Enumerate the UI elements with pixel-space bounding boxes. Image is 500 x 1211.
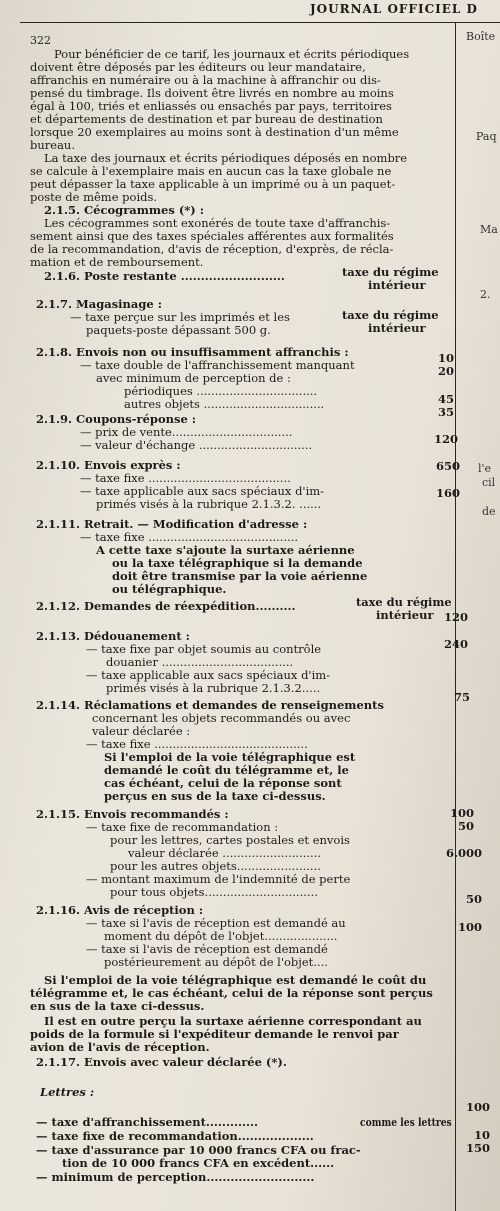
value-recommande-autres: 50 xyxy=(457,819,474,833)
section-heading: 2.1.5. Cécogrammes (*) : xyxy=(44,203,204,217)
paragraph-line: perçus en sus de la taxe ci-dessus. xyxy=(104,789,326,803)
list-item: autres objets ................................. xyxy=(124,397,325,411)
value-periodiques: 10 xyxy=(437,351,454,365)
value-retrait: 160 xyxy=(435,486,460,500)
paragraph-line: se calcule à l'exemplaire mais en aucun cas la taxe globale ne xyxy=(30,164,392,178)
paragraph-line: doivent être déposés par les éditeurs ou leur mandataire, xyxy=(30,60,366,74)
rate-note: comme les lettres xyxy=(360,1115,452,1129)
paragraph-line: La taxe des journaux et écrits périodiques déposés en nombre xyxy=(44,151,408,165)
section-heading: 2.1.7. Magasinage : xyxy=(36,297,162,311)
right-column-fragment: 2. xyxy=(480,288,491,301)
list-item: primés visés à la rubrique 2.1.3.2. ...... xyxy=(96,497,322,511)
paragraph-line: Si l'emploi de la voie télégraphique est demandé le coût du xyxy=(44,973,427,987)
header-rule xyxy=(20,22,500,23)
section-heading: 2.1.13. Dédouanement : xyxy=(36,629,190,643)
list-item: — taxe fixe ....................................... xyxy=(80,471,291,485)
list-item: pour les lettres, cartes postales et envois xyxy=(110,833,350,847)
right-column-fragment: de xyxy=(482,505,496,518)
rate-note: taxe du régime xyxy=(342,265,439,279)
paragraph-line: — taxe perçue sur les imprimés et les xyxy=(70,310,290,324)
paragraph-line: télégramme et, le cas échéant, celui de la réponse sont perçus xyxy=(30,986,433,1000)
section-heading: 2.1.8. Envois non ou insuffisamment affranchis : xyxy=(36,345,349,359)
value-avis-posterieur: 100 xyxy=(457,920,482,934)
list-item: douanier .................................... xyxy=(106,655,294,669)
list-item: — taxe d'affranchissement............. xyxy=(36,1115,258,1129)
paragraph-line: ou télégraphique. xyxy=(112,582,227,596)
value-expres-sacs: 650 xyxy=(435,459,460,473)
paragraph-line: Pour bénéficier de ce tarif, les journaux et écrits périodiques xyxy=(54,47,410,61)
value-dedouanement-fixe: 120 xyxy=(443,610,468,624)
list-item: périodiques ................................. xyxy=(124,384,318,398)
paragraph-line: sement ainsi que des taxes spéciales afférentes aux formalités xyxy=(30,229,394,243)
list-item: — taxe applicable aux sacs spéciaux d'im- xyxy=(80,484,325,498)
list-item: — taxe d'assurance par 10 000 francs CFA ou frac- xyxy=(36,1143,361,1157)
paragraph-line: Il est en outre perçu la surtaxe aérienne correspondant au xyxy=(44,1014,422,1028)
list-item: pour les autres objets....................... xyxy=(110,859,321,873)
paragraph-line: bureau. xyxy=(30,138,75,152)
value-echange: 35 xyxy=(437,405,454,419)
rate-note: taxe du régime xyxy=(342,308,439,322)
list-item: pour tous objets............................... xyxy=(110,885,318,899)
paragraph-line: et départements de destination et par bureau de destination xyxy=(30,112,383,126)
paragraph-line: doit être transmise par la voie aérienne xyxy=(112,569,368,583)
paragraph-line: avec minimum de perception de : xyxy=(96,371,291,385)
section-heading: 2.1.16. Avis de réception : xyxy=(36,903,204,917)
page-number: 322 xyxy=(30,34,51,47)
paragraph-line: cas échéant, celui de la réponse sont xyxy=(104,776,342,790)
right-column-fragment: cil xyxy=(482,476,496,489)
value-taxe-recommandation: 100 xyxy=(465,1100,490,1114)
list-item: postérieurement au dépôt de l'objet.... xyxy=(104,955,328,969)
paragraph-line: mation et de remboursement. xyxy=(30,255,204,269)
paragraph-line: demandé le coût du télégramme et, le xyxy=(104,763,349,777)
paragraph-line: concernant les objets recommandés ou avec xyxy=(92,711,351,725)
value-expres-taxe-fixe: 120 xyxy=(433,432,458,446)
rate-note: intérieur xyxy=(368,321,426,335)
paragraph-line: affranchis en numéraire ou à la machine à affranchir ou dis- xyxy=(30,73,381,87)
section-heading: 2.1.14. Réclamations et demandes de renseignements xyxy=(36,698,384,712)
value-reclamation: 75 xyxy=(453,690,470,704)
paragraph-line: de la recommandation, d'avis de réception, d'exprès, de récla- xyxy=(30,242,394,256)
list-item: — taxe si l'avis de réception est demandé xyxy=(86,942,328,956)
list-item: — minimum de perception........................... xyxy=(36,1170,315,1184)
journal-title: JOURNAL OFFICIEL D xyxy=(310,2,478,16)
paragraph-line: peut dépasser la taxe applicable à un imprimé ou à un paquet- xyxy=(30,177,396,191)
list-item: — taxe applicable aux sacs spéciaux d'im- xyxy=(86,668,331,682)
value-avis-depot: 50 xyxy=(465,892,482,906)
section-heading: 2.1.17. Envois avec valeur déclarée (*). xyxy=(36,1055,287,1069)
value-minimum-perception: 150 xyxy=(465,1141,490,1155)
paragraph-line: valeur déclarée : xyxy=(92,724,191,738)
value-taxe-assurance: 10 xyxy=(473,1128,490,1142)
paragraph-line: égal à 100, triés et enliassés ou ensachés par pays, territoires xyxy=(30,99,392,113)
list-item: — taxe fixe ......................................... xyxy=(80,530,299,544)
list-item: — taxe fixe par objet soumis au contrôle xyxy=(86,642,322,656)
value-autres-objets: 20 xyxy=(437,364,454,378)
section-heading: 2.1.6. Poste restante .......................... xyxy=(44,269,285,283)
rate-note: intérieur xyxy=(376,608,434,622)
paragraph-line: lorsque 20 exemplaires au moins sont à destination d'un même xyxy=(30,125,399,139)
list-item: — taxe fixe .......................................... xyxy=(86,737,308,751)
section-heading: 2.1.12. Demandes de réexpédition.......... xyxy=(36,599,296,613)
value-dedouanement-sacs: 240 xyxy=(443,637,468,651)
list-item: tion de 10 000 francs CFA en excédent...... xyxy=(62,1156,335,1170)
list-item: — montant maximum de l'indemnité de perte xyxy=(86,872,351,886)
section-heading: 2.1.10. Envois exprès : xyxy=(36,458,181,472)
paragraph-line: pensé du timbrage. Ils doivent être livrés en nombre au moins xyxy=(30,86,394,100)
list-item: — taxe fixe de recommandation................... xyxy=(36,1129,314,1143)
paragraph-line: paquets-poste dépassant 500 g. xyxy=(86,323,271,337)
section-heading: 2.1.9. Coupons-réponse : xyxy=(36,412,197,426)
right-column-fragment: Boîte xyxy=(466,30,496,43)
list-item: valeur déclarée ........................... xyxy=(128,846,322,860)
paragraph-line: ou la taxe télégraphique si la demande xyxy=(112,556,363,570)
right-column-fragment: Paq xyxy=(476,130,497,143)
paragraph-line: en sus de la taxe ci-dessus. xyxy=(30,999,205,1013)
subsection-heading: Lettres : xyxy=(40,1085,95,1099)
right-column-fragment: l'e xyxy=(478,462,492,475)
list-item: — valeur d'échange ............................... xyxy=(80,438,313,452)
list-item: — taxe fixe de recommandation : xyxy=(86,820,279,834)
right-column-fragment: Ma xyxy=(480,223,498,236)
paragraph-line: Les cécogrammes sont exonérés de toute taxe d'affranchis- xyxy=(44,216,391,230)
value-recommande-lettres: 100 xyxy=(449,806,474,820)
paragraph-line: poids de la formule si l'expéditeur demande le renvoi par xyxy=(30,1027,399,1041)
list-item: moment du dépôt de l'objet.................... xyxy=(104,929,338,943)
rate-note: taxe du régime xyxy=(356,595,452,609)
paragraph-line: — taxe double de l'affranchissement manquant xyxy=(80,358,355,372)
list-item: — prix de vente................................. xyxy=(80,425,293,439)
paragraph-line: Si l'emploi de la voie télégraphique est xyxy=(104,750,356,764)
section-heading: 2.1.11. Retrait. — Modification d'adresse : xyxy=(36,517,308,531)
list-item: — taxe si l'avis de réception est demandé au xyxy=(86,916,346,930)
value-prix-vente: 45 xyxy=(437,392,454,406)
section-heading: 2.1.15. Envois recommandés : xyxy=(36,807,229,821)
paragraph-line: A cette taxe s'ajoute la surtaxe aérienne xyxy=(96,543,355,557)
rate-note: intérieur xyxy=(368,278,426,292)
list-item: primés visés à la rubrique 2.1.3.2..... xyxy=(106,681,321,695)
paragraph-line: avion de l'avis de réception. xyxy=(30,1040,210,1054)
value-indemnite: 6.000 xyxy=(445,846,482,860)
paragraph-line: poste de même poids. xyxy=(30,190,158,204)
